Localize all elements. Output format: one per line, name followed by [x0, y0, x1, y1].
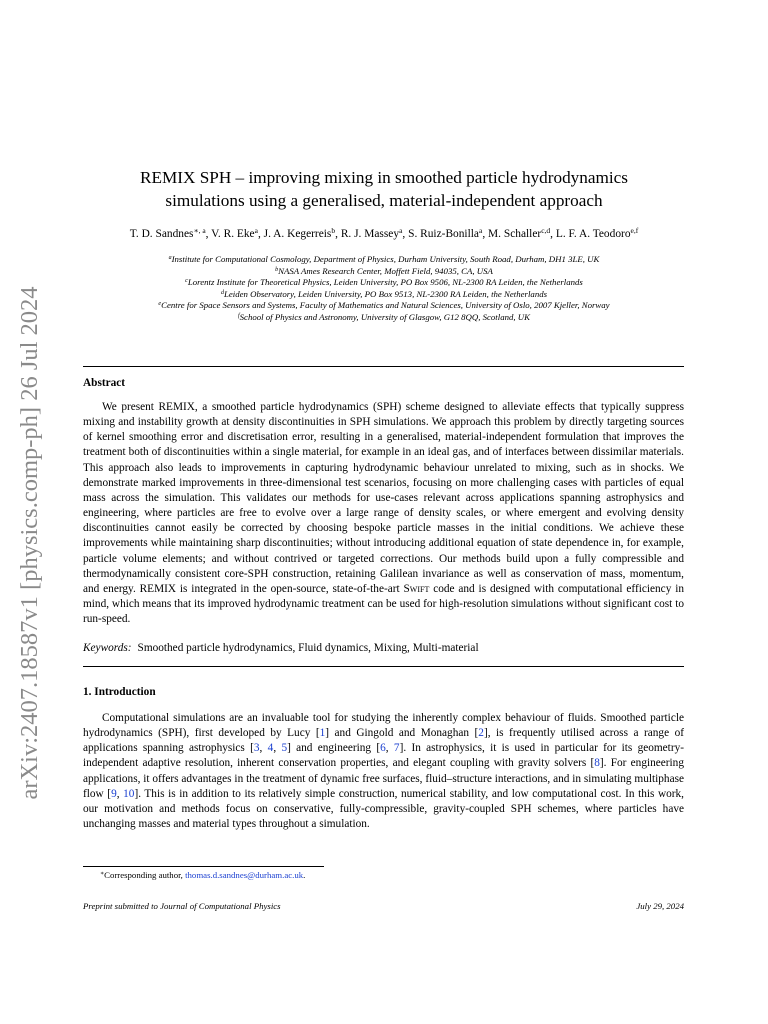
author: S. Ruiz-Bonilla$^a$,: [408, 226, 489, 240]
abstract-body: We present REMIX, a smoothed particle hydrodynamics (SPH) scheme designed to alleviate effects that typically suppress mixing and instability growth at density discontinuities in SPH simulations. We approach this problem by directly targeting sources of kernel smoothing error and discretisation error, resulting in a generalised, material-independent formulation that improves the treatment both of discontinuities within a single material, for example in an ideal gas, and of interfaces between dissimilar materials. This approach also leads to improvements in capturing hydrodynamic behaviour unrelated to mixing, such as in shocks. We demonstrate marked improvements in three-dimensional test scenarios, focusing on more challenging cases with particles of equal mass across the simulation. This validates our methods for use-cases relevant across applications spanning astrophysics and engineering, where particles are free to evolve over a large range of density scales, or where emergent and evolving density discontinuities cannot easily be corrected by choosing bespoke particle masses in the initial conditions. We achieve these improvements while maintaining sharp discontinuities; without introducing additional equation of state dependence in, for example, particle volume elements; and without contrived or targeted corrections. Our methods build upon a fully compressible and thermodynamically consistent core-SPH construction, retaining Galilean invariance as well as conservation of mass, momentum, and energy. REMIX is integrated in the open-source, state-of-the-art Swift code and is designed with computational efficiency in mind, which means that its improved hydrodynamic treatment can be used for high-resolution simulations without significant cost to run-speed.: [83, 401, 684, 626]
affiliation: $^a$Institute for Computational Cosmology, Department of Physics, Durham University, South Road, Durham, DH1 3LE, UK: [168, 254, 600, 264]
paper-title: [84, 166, 684, 212]
corresponding-email-link[interactable]: thomas.d.sandnes@durham.ac.uk: [185, 870, 304, 880]
author-list: [60, 227, 708, 242]
citation-link[interactable]: 9: [111, 787, 117, 800]
affiliation: $^d$Leiden Observatory, Leiden University, PO Box 9513, NL-2300 RA Leiden, the Netherlands: [220, 288, 548, 299]
abstract-top-rule: [83, 366, 684, 367]
affiliation: $^b$NASA Ames Research Center, Moffett Field, 94035, CA, USA: [275, 265, 493, 276]
affiliation: $^e$Centre for Space Sensors and Systems, Faculty of Mathematics and Natural Sciences, University of Oslo, 2007 Kjeller, Norway: [158, 300, 610, 311]
citation-link[interactable]: 7: [393, 742, 400, 755]
citation-link[interactable]: 1: [319, 727, 326, 740]
footnote-rule: [83, 866, 324, 867]
footer-date: July 29, 2024: [636, 901, 684, 911]
citation-link[interactable]: 3: [253, 742, 260, 755]
swift-code-name: Swift: [403, 582, 430, 595]
citation-link[interactable]: 8: [594, 757, 600, 770]
citation-link[interactable]: 6: [380, 742, 386, 755]
author: M. Schaller$^{c,d}$,: [488, 226, 556, 240]
footer-journal: Preprint submitted to Journal of Computational Physics: [83, 901, 281, 911]
affiliation: $^c$Lorentz Institute for Theoretical Physics, Leiden University, PO Box 9506, NL-2300 RA Leiden, the Netherlands: [185, 277, 583, 288]
section-heading-introduction: 1. Introduction: [83, 686, 156, 698]
citation-link[interactable]: 4: [267, 742, 274, 755]
author: J. A. Kegerreis$^b$,: [263, 226, 341, 240]
citation-link[interactable]: 10: [123, 787, 135, 800]
author: T. D. Sandnes$^{∗, a}$,: [129, 226, 212, 240]
arxiv-stamp-text: arXiv:2407.18587v1 [physics.comp-ph] 26 Jul 2024: [16, 286, 43, 800]
arxiv-stamp[interactable]: [16, 283, 44, 803]
author: L. F. A. Teodoro$^{e,f}$: [555, 226, 639, 240]
affiliation-list: [60, 254, 708, 324]
abstract-bottom-rule: [83, 666, 684, 667]
author: V. R. Eke$^a$,: [211, 226, 264, 240]
title-line-1: REMIX SPH – improving mixing in smoothed particle hydrodynamics: [140, 168, 628, 187]
abstract-heading: Abstract: [83, 377, 126, 389]
citation-link[interactable]: 2: [478, 727, 484, 740]
affiliation: $^f$School of Physics and Astronomy, University of Glasgow, G12 8QQ, Scotland, UK: [237, 311, 531, 322]
citation-link[interactable]: 5: [281, 742, 288, 755]
author: R. J. Massey$^a$,: [340, 226, 409, 240]
keywords: [83, 641, 684, 656]
introduction-paragraph: Computational simulations are an invaluable tool for studying the inherently complex behaviour of fluids. Smoothed particle hydrodynamics (SPH), first developed by Lucy [1] and Gingold and Monaghan [2], is frequently utilised across a range of applications spanning astrophysics [3, 4, 5] and engineering [6, 7]. In astrophysics, it is used in particular for its geometry-independent adaptive resolution, inherent conservation properties, and elegant coupling with gravity solvers [8]. For engineering applications, it offers advantages in the treatment of dynamic free surfaces, fluid–structure interactions, and in simulating multiphase flow [9, 10]. This is in addition to its relatively simple construction, numerical stability, and low computational cost. In this work, our motivation and methods focus on conservative, fully-compressible, gravity-coupled SPH schemes, where particles have unchanging masses and material types throughout a simulation.: [83, 712, 685, 831]
footnote: ∗Corresponding author, thomas.d.sandnes@durham.ac.uk.: [100, 870, 306, 880]
keywords-label: Keywords:: [83, 642, 132, 654]
keywords-text: Smoothed particle hydrodynamics, Fluid dynamics, Mixing, Multi-material: [137, 642, 479, 654]
title-line-2: simulations using a generalised, material-independent approach: [165, 191, 603, 210]
